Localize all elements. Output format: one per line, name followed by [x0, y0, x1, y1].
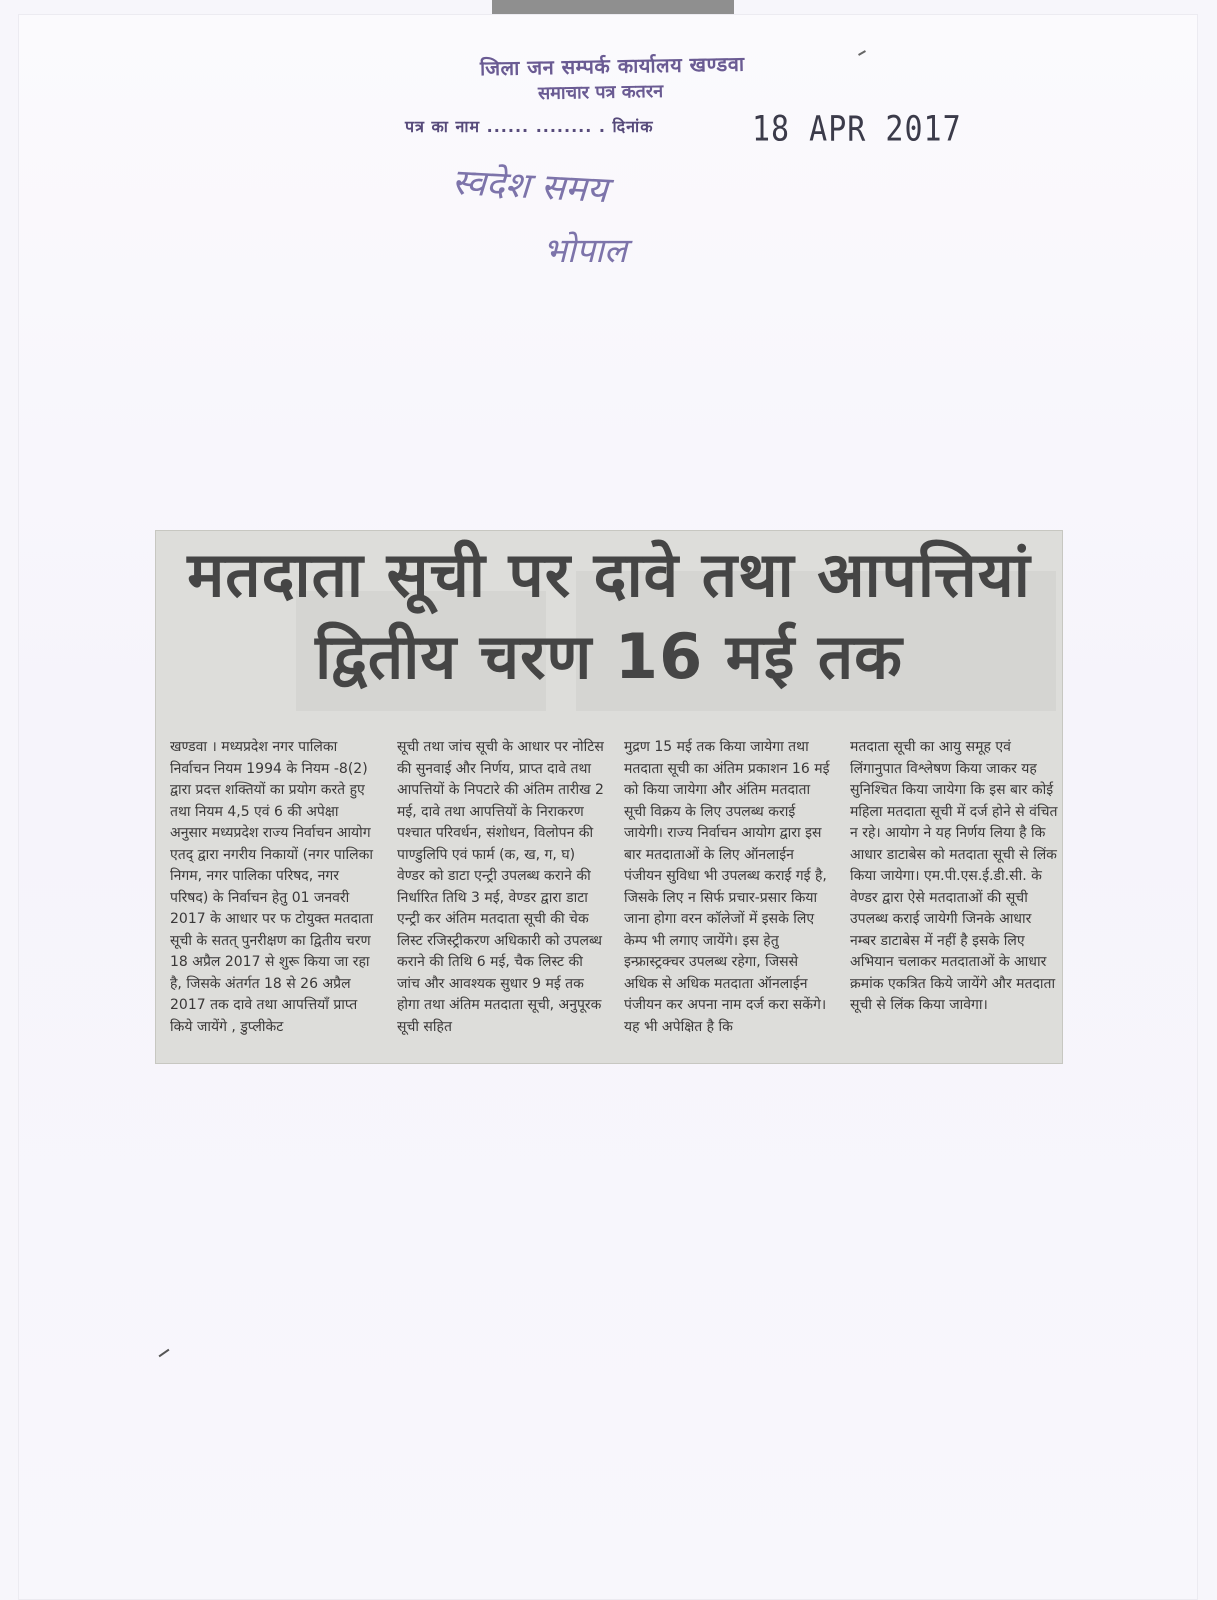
article-headline-line1: मतदाता सूची पर दावे तथा आपत्तियां: [187, 538, 1031, 611]
stamp-clipping-label: समाचार पत्र कतरन: [537, 80, 664, 105]
stamp-office-name: जिला जन सम्पर्क कार्यालय खण्डवा: [479, 51, 745, 81]
article-column-3: मुद्रण 15 मई तक किया जायेगा तथा मतदाता सूची का अंतिम प्रकाशन 16 मई को किया जायेगा और अंतिम मतदाता सूची विक्रय के लिए उपलब्ध कराई जायेगी। राज्य निर्वाचन आयोग द्वारा इस बार मतदाताओं के लिए ऑनलाईन पंजीयन सुविधा भी उपलब्ध कराई गई है, जिसके लिए न सिर्फ प्रचार-प्रसार किया जाना होगा वरन कॉलेजों में इसके लिए केम्प भी लगाए जायेंगे। इस हेतु इन्फ्रास्ट्रक्चर उपलब्ध रहेगा, जिससे अधिक से अधिक मतदाता ऑनलाईन पंजीयन कर अपना नाम दर्ज करा सकेंगे। यह भी अपेक्षित है कि: [624, 739, 830, 1035]
article-column-4: मतदाता सूची का आयु समूह एवं लिंगानुपात विश्लेषण किया जाकर यह सुनिश्चित किया जायेगा कि इस बार कोई महिला मतदाता सूची में दर्ज होने से वंचित न रहे। आयोग ने यह निर्णय लिया है कि आधार डाटाबेस को मतदाता सूची से लिंक किया जायेगा। एम.पी.एस.ई.डी.सी. के वेण्डर द्वारा ऐसे मतदाताओं की सूची उपलब्ध कराई जायेगी जिनके आधार नम्बर डाटाबेस में नहीं है इसके लिए अभियान चलाकर मतदाताओं के आधार क्रमांक एकत्रित किये जायेंगे और मतदाता सूची से लिंक किया जावेगा।: [850, 739, 1058, 1013]
article-column-1: खण्डवा । मध्यप्रदेश नगर पालिका निर्वाचन नियम 1994 के नियम -8(2) द्वारा प्रदत्त शक्तियों का प्रयोग करते हुए तथा नियम 4,5 एवं 6 की अपेक्षा अनुसार मध्यप्रदेश राज्य निर्वाचन आयोग एतद् द्वारा नगरीय निकायों (नगर पालिका निगम, नगर पालिका परिषद, नगर परिषद) के निर्वाचन हेतु 01 जनवरी 2017 के आधार पर फ टोयुक्त मतदाता सूची के सतत् पुनरीक्षण का द्वितीय चरण 18 अप्रैल 2017 से शुरू किया जा रहा है, जिसके अंतर्गत 18 से 26 अप्रैल 2017 तक दावे तथा आपत्तियॉं प्राप्त किये जायेंगे , डुप्लीकेट: [170, 739, 374, 1035]
handwritten-newspaper-name: स्वदेश समय: [450, 161, 609, 212]
article-column-2: सूची तथा जांच सूची के आधार पर नोटिस की सुनवाई और निर्णय, प्राप्त दावे तथा आपत्तियों के निपटारे की अंतिम तारीख 2 मई, दावे तथा आपत्तियों के निराकरण पश्चात परिवर्धन, संशोधन, विलोपन की पाण्डुलिपि एवं फार्म (क, ख, ग, घ) वेण्डर को डाटा एन्ट्री उपलब्ध कराने की निर्धारित तिथि 3 मई, वेण्डर द्वारा डाटा एन्ट्री कर अंतिम मतदाता सूची की चेक लिस्ट रजिस्ट्रीकरण अधिकारी को उपलब्ध कराने की तिथि 6 मई, चैक लिस्ट की जांच और आवश्यक सुधार 9 मई तक होगा तथा अंतिम मतदाता सूची, अनुपूरक सूची सहित: [397, 739, 604, 1035]
newspaper-clipping: [156, 531, 1062, 1063]
scan-edge-strip: [492, 0, 734, 14]
handwritten-city: भोपाल: [543, 231, 627, 271]
article-headline-line2: द्वितीय चरण 16 मई तक: [315, 620, 903, 693]
stamp-date: 18 APR 2017: [752, 109, 962, 150]
stamp-newspaper-date-label: पत्र का नाम ...... ........ . दिनांक: [405, 117, 654, 136]
